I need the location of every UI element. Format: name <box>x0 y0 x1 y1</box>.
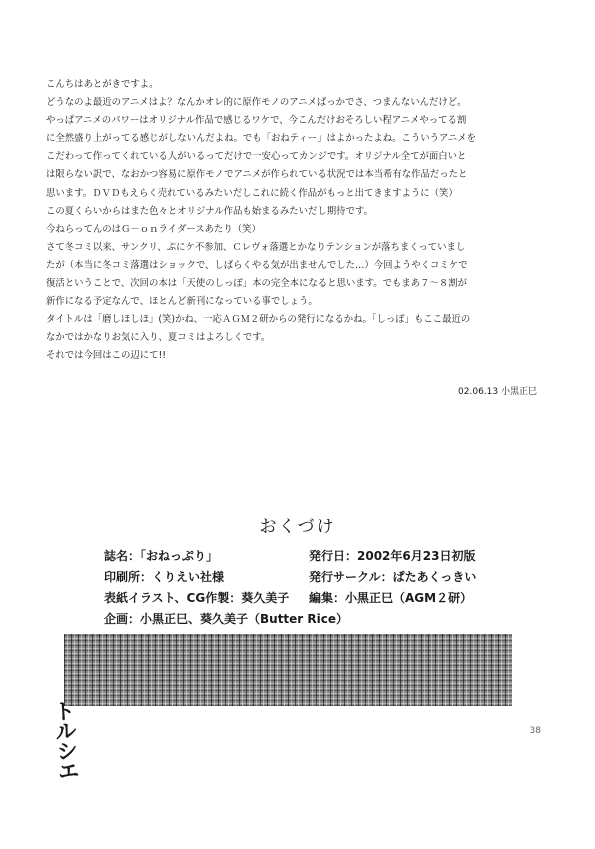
colophon-row <box>104 567 524 588</box>
printer-mark: トルシエ <box>49 698 80 781</box>
scan-noise-block <box>64 634 512 706</box>
colophon-row <box>104 588 524 609</box>
colophon-row <box>104 546 524 567</box>
afterword-line: どうなのよ最近のアニメはよ？なんかオレ的に原作モノのアニメばっかでさ、つまんないんだけど。 <box>46 97 467 109</box>
publishing-circle: 発行サークル：ぱたあくっきい <box>309 570 477 584</box>
printer-name: 印刷所：くりえい社様 <box>104 570 225 584</box>
afterword-line: やっぱアニメのパワーはオリジナル作品で感じるワケで、今こんだけおそろしい程アニメやってる割 <box>46 115 467 127</box>
editor-credit: 編集：小黒正巳（AGM２研） <box>309 591 473 605</box>
afterword-text <box>46 76 551 366</box>
afterword-line: に全然盛り上がってる感じがしないんだよね。でも「おねティー」はよかったよね。こういうアニメを <box>46 133 477 145</box>
page-number: 38 <box>529 726 541 736</box>
afterword-line: は限らない訳で、なおかつ容易に原作モノでアニメが作られている状況では本当希有な作品だったと <box>46 169 468 181</box>
afterword-line: この夏くらいからはまた色々とオリジナル作品も始まるみたいだし期待です。 <box>46 205 373 217</box>
planning-credit: 企画：小黒正巳、葵久美子（Butter Rice） <box>104 612 349 626</box>
afterword-line: さて冬コミ以来、サンクリ、ぷにケ不参加、Ｃレヴォ落選とかなりテンションが落ちまくっていまし <box>46 241 466 253</box>
afterword-line: タイトルは「磨しほしほ」(笑)かね、一応ＡＧＭ２研からの発行になるかね。「しっぽ」もここ最近の <box>46 314 471 326</box>
colophon-block <box>104 546 524 630</box>
cover-credit: 表紙イラスト、CG作製：葵久美子 <box>104 591 290 605</box>
afterword-line: こだわって作ってくれている人がいるってだけで一安心ってカンジです。オリジナル全てが面白いと <box>46 151 467 163</box>
afterword-line: たが（本当に冬コミ落選はショックで、しばらくやる気が出ませんでした…）今回ようやくコミケで <box>46 259 468 271</box>
afterword-line: 復活ということで、次回の本は「天使のしっぽ」本の完全本になると思います。でもまあ７～８割が <box>46 278 467 290</box>
publish-date: 発行日：2002年6月23日初版 <box>309 549 476 563</box>
book-name: 誌名：「おねっぷり」 <box>104 549 219 563</box>
colophon-title: おくづけ <box>259 517 336 537</box>
afterword-line: 今ねらってんのはＧ－ｏｎライダースあたり（笑） <box>46 223 261 235</box>
afterword-line: こんちはあとがきですよ。 <box>46 79 159 90</box>
afterword-line: なかではかなりお気に入り、夏コミはよろしくです。 <box>46 332 271 344</box>
colophon-row <box>104 609 524 630</box>
afterword-line: 思います。ＤＶＤもえらく売れているみたいだしこれに続く作品がもっと出てきますように（笑） <box>46 187 458 199</box>
afterword-signature: 02.06.13 小黒正巳 <box>458 387 537 397</box>
afterword-line: それでは今回はこの辺にて!! <box>46 350 167 362</box>
afterword-line: 新作になる予定なんで、ほとんど新刊になっている事でしょう。 <box>46 296 318 308</box>
